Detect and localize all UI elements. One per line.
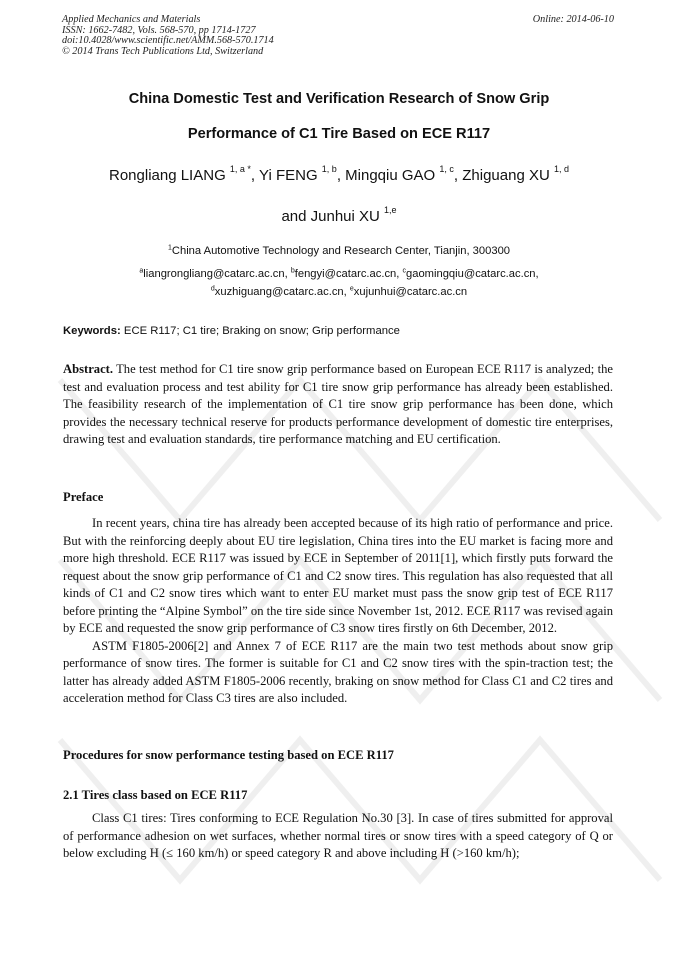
- online-date: Online: 2014-06-10: [532, 14, 614, 25]
- preface-body: [63, 515, 613, 708]
- author-affiliation-mark: 1, a *: [229, 164, 251, 174]
- email-address: gaomingqiu@catarc.ac.cn,: [406, 268, 539, 280]
- email-mark: b: [290, 267, 295, 275]
- author-name: Rongliang LIANG: [109, 167, 226, 184]
- author-affiliation-mark: 1, d: [553, 164, 569, 174]
- keywords-text: ECE R117; C1 tire; Braking on snow; Grip performance: [120, 325, 400, 337]
- email-address: liangrongliang@catarc.ac.cn,: [143, 268, 291, 280]
- title-line-1: China Domestic Test and Verification Research of Snow Grip: [128, 91, 550, 107]
- author-name: Mingqiu GAO: [345, 167, 436, 184]
- author-separator: ,: [250, 167, 259, 184]
- author-affiliation-mark: 1,e: [384, 205, 397, 215]
- author-affiliation-mark: 1, c: [439, 164, 454, 174]
- preface-heading: Preface: [63, 490, 104, 504]
- author-separator: ,: [336, 167, 346, 184]
- title-line-2: Performance of C1 Tire Based on ECE R117: [187, 126, 491, 142]
- affiliation-mark: 1: [167, 244, 172, 252]
- affiliation: [40, 245, 638, 257]
- preface-paragraph-1: In recent years, china tire has already been accepted because of its high ratio of performance and price. But with the reinforcing deeply about EU tire legislation, China tires into the EU market is facing more and more high threshold. ECE R117 was issued by ECE in September of 2011[1], which firstly puts forward the request about the snow grip performance of C1 and C2 snow tires. This regulation has also requested that all kinds of C1 and C2 snow tires which want to enter EU market must pass the snow grip test of ECE R117 before printing the “Alpine Symbol” on the tire side since November 1st, 2012. ECE R117 was revised again by ECE and requested the snow grip performance of C3 snow tires firstly on 6th December, 2012.: [63, 516, 613, 635]
- abstract: [63, 361, 613, 449]
- author-list: [40, 164, 638, 184]
- abstract-label: Abstract.: [63, 362, 114, 376]
- email-mark: c: [402, 267, 406, 275]
- abstract-text: The test method for C1 tire snow grip performance based on European ECE R117 is analyzed; the test and evaluation process and test ability for C1 tire snow grip performance has already been established. The feasibility research of the implementation of C1 tire snow grip performance has been done, which provides the necessary technical reserve for products performance development of domestic tire enterprises, drawing test and evaluation standards, tire performance matching and EU certification.: [63, 362, 613, 446]
- author-name: and Junhui XU: [281, 208, 380, 225]
- email-line-2: [40, 286, 638, 298]
- author-separator: ,: [453, 167, 463, 184]
- journal-name: Applied Mechanics and Materials: [62, 14, 201, 25]
- journal-doi: doi:10.4028/www.scientific.net/AMM.568-570.1714: [62, 35, 274, 47]
- email-mark: a: [139, 267, 144, 275]
- journal-issn: ISSN: 1662-7482, Vols. 568-570, pp 1714-1727: [62, 24, 256, 36]
- section-2-1-body: [63, 810, 613, 863]
- affiliation-text: China Automotive Technology and Research Center, Tianjin, 300300: [171, 245, 511, 257]
- email-address: xujunhui@catarc.ac.cn: [353, 286, 468, 298]
- author-name: Zhiguang XU: [462, 167, 550, 184]
- keywords: [63, 325, 623, 337]
- procedures-heading: Procedures for snow performance testing based on ECE R117: [63, 748, 394, 762]
- author-name: Yi FENG: [259, 167, 318, 184]
- section-2-1-heading: 2.1 Tires class based on ECE R117: [63, 788, 248, 802]
- email-mark: e: [349, 285, 354, 293]
- email-mark: d: [210, 285, 215, 293]
- email-address: xuzhiguang@catarc.ac.cn,: [214, 286, 350, 298]
- journal-header: [62, 15, 274, 57]
- keywords-label: Keywords:: [63, 325, 121, 337]
- email-address: fengyi@catarc.ac.cn,: [294, 268, 403, 280]
- preface-paragraph-2: ASTM F1805-2006[2] and Annex 7 of ECE R117 are the main two test methods about snow grip performance of snow tires. The former is suitable for C1 and C2 snow tires with the spin-traction test; the latter has already added ASTM F1805-2006 recently, braking on snow method for Class C1 and C2 tires and acceleration method for Class C3 tires are also included.: [63, 638, 613, 705]
- journal-copyright: © 2014 Trans Tech Publications Ltd, Switzerland: [62, 45, 264, 57]
- author-list-line-2: [40, 205, 638, 225]
- section-2-1-paragraph-1: Class C1 tires: Tires conforming to ECE Regulation No.30 [3]. In case of tires submitted for approval of performance adhesion on wet surfaces, whether normal tires or snow tires with a speed category of Q or below excluding H (≤ 160 km/h) or speed category R and above including H (>160 km/h);: [63, 811, 613, 860]
- email-line-1: [40, 268, 638, 280]
- author-affiliation-mark: 1, b: [321, 164, 337, 174]
